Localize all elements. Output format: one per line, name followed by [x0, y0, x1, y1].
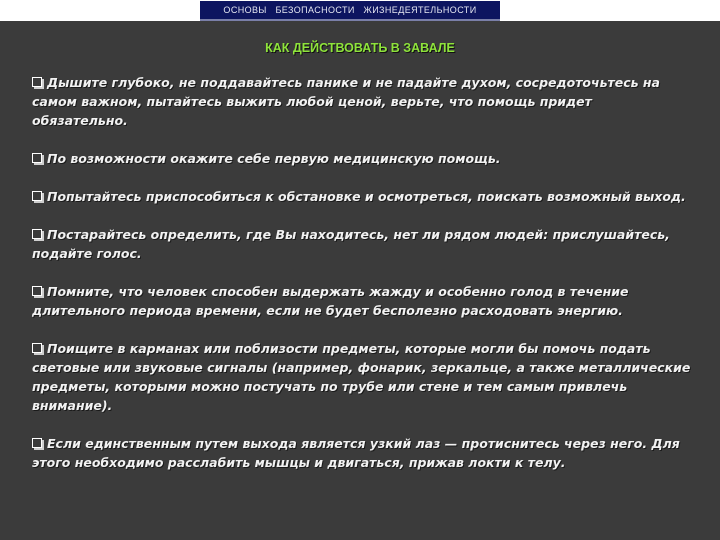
- header-bar: [200, 1, 500, 21]
- list-item-text: Помните, что человек способен выдержать жажду и особенно голод в течение длительного периода времени, если не будет бесполезно расходовать энергию.: [32, 284, 629, 318]
- list-item: [32, 149, 692, 168]
- list-item-text: Если единственным путем выхода является узкий лаз — протиснитесь через него. Для этого необходимо расслабить мышцы и двигаться, прижав локти к телу.: [32, 436, 680, 470]
- slide-content: [0, 21, 720, 540]
- square-bullet-icon: [32, 153, 42, 163]
- list-item-text: Дышите глубоко, не поддавайтесь панике и не падайте духом, сосредоточьтесь на самом важном, пытайтесь выжить любой ценой, верьте, что помощь придет обязательно.: [32, 75, 660, 128]
- square-bullet-icon: [32, 77, 42, 87]
- list-item: [32, 225, 692, 263]
- list-item-text: По возможности окажите себе первую медицинскую помощь.: [47, 151, 501, 166]
- header-title: ОСНОВЫ БЕЗОПАСНОСТИ ЖИЗНЕДЕЯТЕЛЬНОСТИ: [223, 5, 477, 15]
- square-bullet-icon: [32, 191, 42, 201]
- square-bullet-icon: [32, 229, 42, 239]
- list-item-text: Попытайтесь приспособиться к обстановке и осмотреться, поискать возможный выход.: [47, 189, 686, 204]
- list-item: [32, 434, 692, 472]
- square-bullet-icon: [32, 343, 42, 353]
- list-item: [32, 187, 692, 206]
- list-item-text: Поищите в карманах или поблизости предметы, которые могли бы помочь подать световые или звуковые сигналы (например, фонарик, зеркальце, а также металлические предметы, которыми можно постучать по трубе или стене и тем самым привлечь внимание).: [32, 341, 691, 413]
- list-item: [32, 73, 692, 130]
- instructions-list: [32, 73, 692, 491]
- list-item: [32, 339, 692, 415]
- list-item: [32, 282, 692, 320]
- square-bullet-icon: [32, 438, 42, 448]
- list-item-text: Постарайтесь определить, где Вы находитесь, нет ли рядом людей: прислушайтесь, подайте голос.: [32, 227, 670, 261]
- slide-title: КАК ДЕЙСТВОВАТЬ В ЗАВАЛЕ: [265, 41, 455, 55]
- square-bullet-icon: [32, 286, 42, 296]
